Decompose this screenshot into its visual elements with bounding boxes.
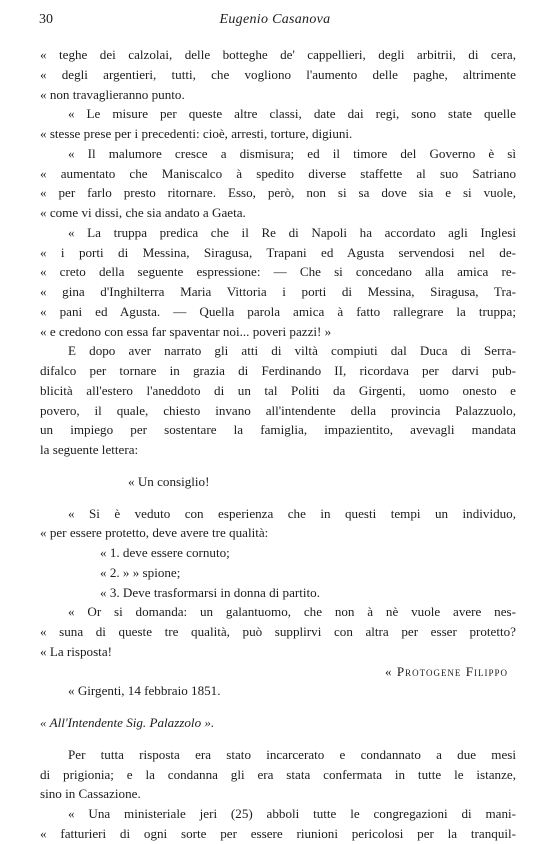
text-line: blicità all'estero l'aneddoto di un tal Politi da Girgenti, uomo onesto e: [40, 382, 516, 398]
text-line: « suna di queste tre qualità, può supplirvi con altra per esser protetto?: [40, 624, 516, 639]
text-line: « Si è veduto con esperienza che in questi tempi un individuo,: [68, 505, 516, 521]
list-item: « 2. » » spione;: [100, 564, 181, 580]
text-line: « e credono con essa far spaventar noi... poveri pazzi! »: [40, 323, 332, 339]
list-item: « 1. deve essere cornuto;: [100, 545, 230, 560]
text-line: un impiego per sostentare la famiglia, impazientito, avevagli mandata: [40, 422, 516, 438]
text-line: « La truppa predica che il Re di Napoli ha accordato agli Inglesi: [68, 224, 516, 240]
page-number: 30: [39, 12, 53, 27]
letter-heading: « Un consiglio!: [128, 473, 210, 489]
text-line: « non travaglieranno punto.: [40, 86, 185, 102]
page-header: [0, 8, 550, 28]
text-line: « Una ministeriale jeri (25) abboli tutte le congregazioni di mani-: [68, 806, 516, 821]
text-line: « aumentato che Maniscalco à spedito diverse staffette al suo Satriano: [40, 165, 516, 181]
text-line: difalco per tornare in grazia di Ferdinando II, ricordava per darvi pub-: [40, 363, 516, 378]
list-item: « 3. Deve trasformarsi in donna di partito.: [100, 584, 320, 600]
spacer: [40, 460, 516, 472]
text-line: « Or si domanda: un galantuomo, che non à nè vuole avere nes-: [68, 604, 516, 620]
letter-address: « All'Intendente Sig. Palazzolo ».: [40, 715, 215, 730]
spacer: [40, 733, 516, 745]
text-line: « Il malumore cresce a dismisura; ed il timore del Governo è sì: [68, 145, 516, 161]
text-line: « gina d'Inghilterra Maria Vittoria i porti di Messina, Siragusa, Tra-: [40, 284, 516, 299]
running-title: Eugenio Casanova: [219, 12, 331, 27]
text-line: « pani ed Agusta. — Quella parola amica à fatto rallegrare la truppa;: [40, 303, 516, 319]
text-line: povero, il quale, chiesto invano all'intendente della provincia Palazzuolo,: [40, 402, 516, 418]
text-line: « creto della seguente espressione: — Che si concedano alla amica re-: [40, 264, 516, 280]
letter-signature: « Protogene Filippo: [385, 663, 508, 679]
page-body: [40, 45, 516, 844]
text-line: « come vi dissi, che sia andato a Gaeta.: [40, 205, 246, 220]
text-line: « Le misure per queste altre classi, date dai regi, sono state quelle: [68, 106, 516, 122]
letter-date: « Girgenti, 14 febbraio 1851.: [68, 683, 221, 699]
text-line: « degli argentieri, tutti, che vogliono l'aumento delle paghe, altrimente: [40, 66, 516, 82]
text-line: « per farlo presto ritornare. Esso, però, non si sa dove sia e si vuole,: [40, 185, 516, 201]
text-line: « fatturieri di ogni sorte per essere riunioni pericolosi per la tranquil-: [40, 825, 516, 841]
text-line: E dopo aver narrato gli atti di viltà compiuti dal Duca di Serra-: [68, 343, 516, 359]
text-line: « i porti di Messina, Siragusa, Trapani ed Agusta servendosi nel de-: [40, 244, 516, 260]
text-line: Per tutta risposta era stato incarcerato e condannato a due mesi: [68, 746, 516, 762]
spacer: [40, 492, 516, 504]
text-line: « stesse prese per i precedenti: cioè, arresti, torture, digiuni.: [40, 126, 353, 141]
spacer: [40, 701, 516, 713]
text-line: la seguente lettera:: [40, 442, 139, 457]
text-line: di prigionia; e la condanna gli era stata confermata in tutte le istanze,: [40, 766, 516, 782]
text-line: « per essere protetto, deve avere tre qualità:: [40, 525, 269, 541]
text-line: sino in Cassazione.: [40, 786, 141, 802]
text-line: « La risposta!: [40, 643, 112, 659]
text-line: « teghe dei calzolai, delle botteghe de' cappellieri, degli arbitrii, di cera,: [40, 47, 516, 62]
